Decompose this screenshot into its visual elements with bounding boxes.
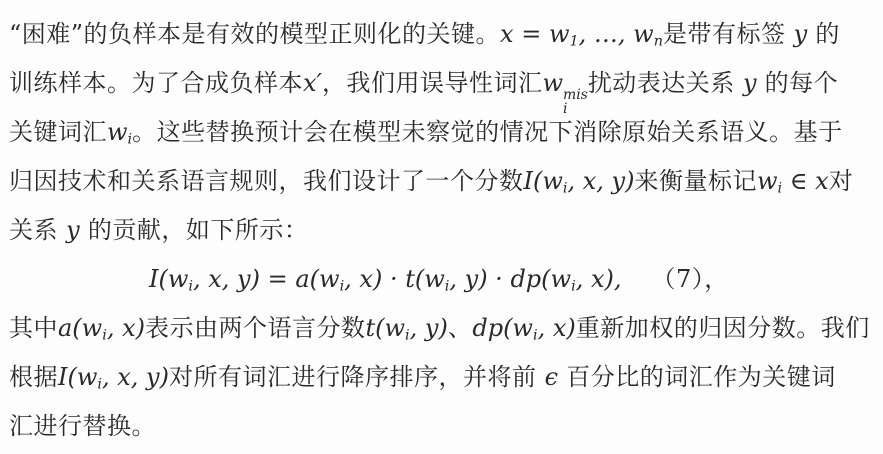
math-base: w xyxy=(107,118,128,146)
math-base: , x), xyxy=(575,265,622,293)
math-subscript: i xyxy=(532,327,538,344)
cjk-text: 百分比的词汇作为关键词 xyxy=(558,363,836,391)
cjk-text: 来衡量标记 xyxy=(634,167,757,195)
cjk-text: 的 xyxy=(807,20,840,48)
cjk-text: 对所有词汇进行降序排序，并将前 xyxy=(168,363,545,391)
math-inline xyxy=(149,265,193,293)
cjk-text: 是带有标签 xyxy=(663,20,794,48)
math-inline xyxy=(193,265,344,293)
text-line-9 xyxy=(9,402,877,451)
cjk-text: 关系 xyxy=(9,216,67,244)
equation-line xyxy=(9,255,877,304)
math-base: ∈ x xyxy=(782,167,829,195)
math-inline xyxy=(107,118,132,146)
math-subscript: n xyxy=(653,33,663,50)
math-inline xyxy=(365,314,409,342)
math-base: y xyxy=(66,216,80,244)
cjk-text: ，我们用误导性词汇 xyxy=(321,69,543,97)
math-subscript: i xyxy=(127,131,133,148)
cjk-text: 汇进行替换。 xyxy=(9,412,156,440)
math-base: x′ xyxy=(303,69,322,97)
math-inline xyxy=(794,20,808,48)
math-inline xyxy=(782,167,829,195)
cjk-text: 的每个 xyxy=(756,69,839,97)
math-superscript: mis xyxy=(563,86,588,103)
math-base: , y) · dp(w xyxy=(449,265,572,293)
math-subscript: i xyxy=(405,327,410,344)
text-line-3 xyxy=(9,108,877,157)
math-base: , x, y) xyxy=(567,167,635,195)
math-inline xyxy=(58,314,107,342)
math-inline xyxy=(58,363,102,391)
math-base: , x, y) = a(w xyxy=(193,265,340,293)
text-line-2 xyxy=(9,59,877,118)
cjk-text: 扰动表达关系 xyxy=(587,69,743,97)
math-base: dp(w xyxy=(472,314,533,342)
math-inline xyxy=(538,314,576,342)
math-inline xyxy=(743,69,757,97)
math-base: , x, y) xyxy=(102,363,169,391)
cjk-text: 表示由两个语言分数 xyxy=(144,314,366,342)
cjk-text: 。这些替换预计会在模型未察觉的情况下消除原始关系语义。基于 xyxy=(132,118,843,146)
math-base: y xyxy=(793,20,808,48)
cjk-text: 、 xyxy=(447,314,473,342)
math-subscript: i xyxy=(571,278,576,295)
text-line-7 xyxy=(9,304,877,353)
math-inline xyxy=(344,265,449,293)
cjk-text: 对 xyxy=(828,167,854,195)
math-base: a(w xyxy=(58,314,103,342)
spacer xyxy=(621,286,651,287)
math-inline xyxy=(579,20,663,48)
math-base: , y) xyxy=(409,314,448,342)
math-inline xyxy=(449,265,575,293)
cjk-text: 其中 xyxy=(9,314,58,342)
math-inline xyxy=(524,167,568,195)
math-inline xyxy=(303,69,322,97)
math-subscript: i xyxy=(563,101,568,118)
math-subscript: i xyxy=(102,327,107,344)
math-inline xyxy=(66,216,80,244)
math-inline xyxy=(500,20,579,48)
math-subscript: i xyxy=(339,278,345,295)
math-subscript: 1 xyxy=(569,33,579,50)
cjk-text: （7）， xyxy=(651,265,729,293)
text-line-1 xyxy=(9,10,877,59)
math-inline xyxy=(545,363,558,391)
math-inline xyxy=(107,314,145,342)
cjk-text: 归因技术和关系语言规则，我们设计了一个分数 xyxy=(9,167,524,195)
math-base: w xyxy=(542,69,564,97)
math-base: y xyxy=(742,69,757,97)
cjk-text: 关键词汇 xyxy=(9,118,107,146)
math-subscript: i xyxy=(444,278,450,295)
math-subscript: i xyxy=(188,278,193,295)
math-inline xyxy=(472,314,537,342)
text-line-4 xyxy=(9,157,877,206)
math-base: I(w xyxy=(58,363,98,391)
math-base: t(w xyxy=(365,314,406,342)
math-inline xyxy=(410,314,448,342)
math-base: I(w xyxy=(149,265,189,293)
document-paragraph xyxy=(9,10,877,451)
math-base: x = w xyxy=(500,20,570,48)
math-inline xyxy=(757,167,782,195)
text-line-8 xyxy=(9,353,877,402)
math-subscript: i xyxy=(777,180,783,197)
math-base: , x) xyxy=(537,314,576,342)
math-inline xyxy=(576,265,622,293)
math-inline xyxy=(568,167,635,195)
cjk-text: 根据 xyxy=(9,363,58,391)
cjk-text: 重新加权的归因分数。我们 xyxy=(575,314,870,342)
math-base: ϵ xyxy=(544,363,559,391)
math-base: w xyxy=(756,167,778,195)
cjk-text: 训练样本。为了合成负样本 xyxy=(9,69,303,97)
math-inline xyxy=(102,363,169,391)
cjk-text: 的贡献，如下所示： xyxy=(79,216,309,244)
math-base: , x) · t(w xyxy=(344,265,445,293)
math-inline xyxy=(542,69,588,118)
text-line-5 xyxy=(9,206,877,255)
math-base: , x) xyxy=(106,314,145,342)
math-subscript: i xyxy=(562,180,568,197)
math-subscript: i xyxy=(97,376,102,393)
math-base: , …, w xyxy=(578,20,654,48)
math-base: I(w xyxy=(523,167,563,195)
cjk-text: “困难”的负样本是有效的模型正则化的关键。 xyxy=(9,20,501,48)
